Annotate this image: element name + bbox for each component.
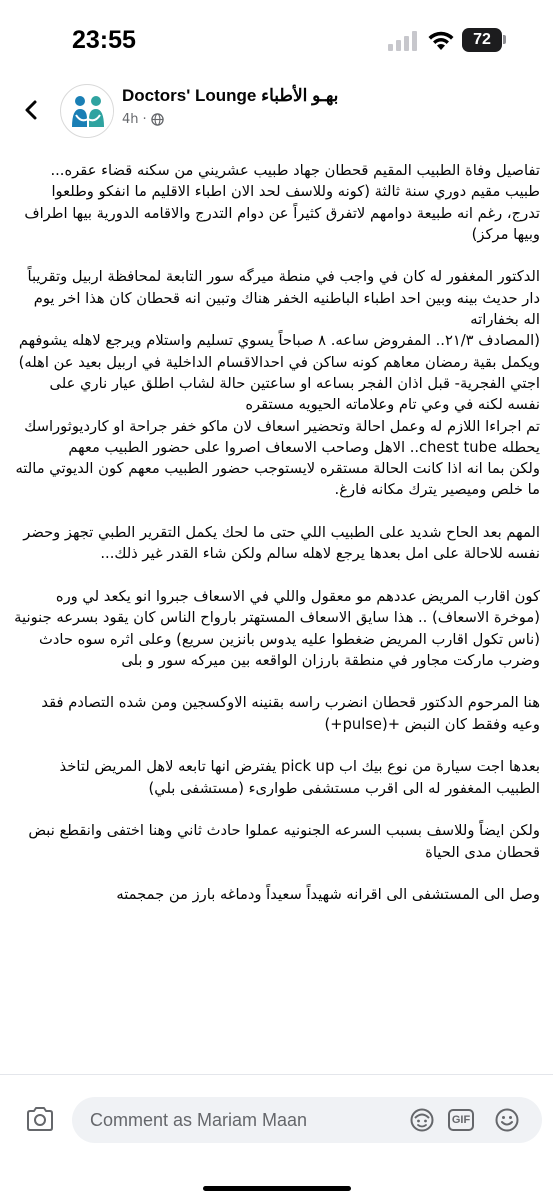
post-time: 4h	[122, 112, 139, 127]
comment-input[interactable]	[72, 1097, 542, 1143]
back-button[interactable]	[16, 94, 48, 126]
post-paragraph: كون اقارب المريض عددهم مو معقول واللي في الاسعاف جبروا انو يكعد لي وره (موخرة الاسعاف) .. هذا سايق الاسعاف المستهتر بارواح الناس كان يقود بسرعه جنونية (ناس تكول اقارب المريض ضغطوا عليه يدوس بانزين سريع) وعلى اثره سوه حادث وضرب ماركت مجاور في منطقة بارزان الواقعه بين ميرکه سور و بلى	[14, 587, 540, 669]
post-paragraph: الدكتور المغفور له كان في واجب في منطة ميرگه سور التابعة لمحافظة اربيل وتقريباً دار حديث بينه وبين احد اطباء الباطنيه الخفر هناك وتبين انه قحطان كان هذا اخر يوم اله بخفاراته (المصادف ٢١/٣.. المفروض ساعه. ٨ صباحاً يسوي تسليم واستلام ويرجع لاهله يشوفهم ويكمل بقية رمضان معاهم كونه ساكن في احدالاقسام الداخلية في اربيل بعيد عن اهله) اجتي الفجرية- قبل اذان الفجر بساعه او ساعتين حالة لشاب اطلق عيار ناري على نفسه لكنه في وعي تام وعلاماته الحيويه مستقره تم اجراءا اللازم له وعمل احالة وتحضير اسعاف لان ماكو خفر جراحة او كارديوثوراسك يحطله chest tube.. الاهل وصاحب الاسعاف اصروا على حضور الطبيب معهم ولكن بما انه اذا كانت الحالة مستقره لايستوجب حضور الطبيب معهم كون الديوتي مالته ما خلص وميصير يترك مكانه فارغ.	[15, 268, 540, 499]
status-time: 23:55	[72, 26, 136, 54]
avatar-sticker-icon	[409, 1107, 435, 1133]
post-paragraph: تفاصيل وفاة الطبيب المقيم قحطان جهاد طبيب عشريني من سكنه قضاء عقره... طبيب مقيم دوري سنة ثالثة (كونه وللاسف لحد الان اطباء الاقليم ما انفكو وطلعوا تدرج، رغم انه طبيعة دوامهم لاتفرق كثيراً عن دوام التدرج والاقامه الدورية بيها اطراف وبيها مركز)	[24, 162, 540, 243]
battery-nub	[503, 35, 506, 44]
comment-bar	[0, 1074, 553, 1200]
post-header	[0, 80, 553, 144]
doctors-logo-icon	[61, 85, 114, 138]
post-text	[14, 160, 540, 1072]
camera-icon	[25, 1106, 55, 1132]
post-paragraph: وصل الى المستشفى الى اقرانه شهيداً سعيداً ودماغه بارز من جمجمته	[116, 886, 540, 904]
post-paragraph: هنا المرحوم الدكتور قحطان انضرب راسه بقنينه الاوكسجين ومن شده التصادم فقد وعيه وفقط كان النبض +(pulse+)	[41, 694, 540, 733]
post-meta: 4h ·	[122, 112, 164, 127]
home-indicator[interactable]	[203, 1186, 351, 1191]
gif-button[interactable]	[447, 1106, 475, 1134]
status-bar	[0, 0, 553, 80]
chevron-left-icon	[21, 99, 43, 121]
camera-button[interactable]	[20, 1099, 60, 1139]
comment-placeholder: Comment as Mariam Maan	[90, 1110, 308, 1130]
post-paragraph: المهم بعد الحاح شديد على الطبيب اللي حتى ما لحك يكمل التقرير الطبي تجهز وحضر نفسه للاحالة على امل بعدها يرجع لاهله سالم ولكن شاء القدر غير ذلك...	[23, 524, 540, 563]
page-name[interactable]: Doctors' Lounge بهـو الأطباء	[122, 86, 339, 105]
globe-icon	[151, 113, 164, 126]
post-paragraph: بعدها اجت سيارة من نوع بيك اب pick up يفترض انها تابعه لاهل المريض لتاخذ الطبيب المغفور له الى اقرب مستشفى طوارىء (مستشفى بلي)	[59, 758, 540, 797]
post-paragraph: ولكن ايضاً وللاسف بسبب السرعه الجنونيه عملوا حادث ثاني وهنا اختفى وانقطع نبض قحطان مدى الحياة	[28, 822, 540, 861]
emoji-icon	[494, 1107, 520, 1133]
avatar-sticker-button[interactable]	[408, 1106, 436, 1134]
signal-icon	[388, 31, 418, 51]
emoji-button[interactable]	[493, 1106, 521, 1134]
page-avatar[interactable]	[60, 84, 114, 138]
battery-icon: 72	[462, 28, 502, 52]
wifi-icon	[427, 29, 455, 51]
gif-icon: GIF	[448, 1109, 474, 1131]
